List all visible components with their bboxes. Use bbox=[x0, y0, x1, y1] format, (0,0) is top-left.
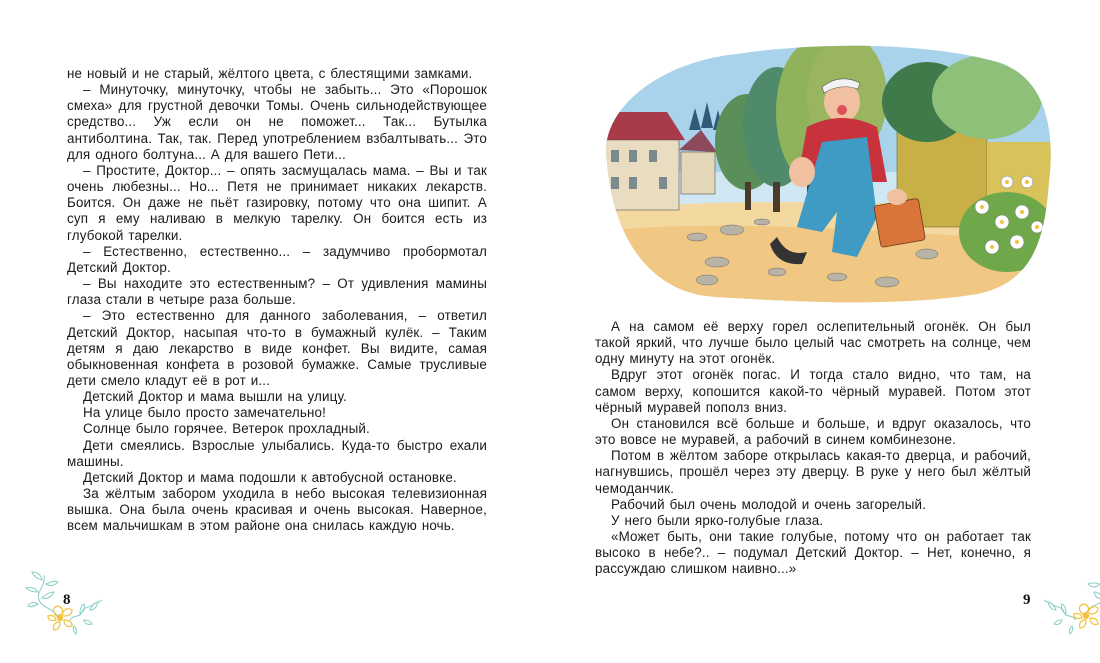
right-page bbox=[550, 0, 1100, 663]
paragraph: Дети смеялись. Взрослые улыбались. Куда-то быстро ехали машины. bbox=[67, 437, 487, 469]
paragraph: Детский Доктор и мама вышли на улицу. bbox=[83, 389, 347, 405]
paragraph: – Вы находите это естественным? – От удивления мамины глаза стали в четыре раза больше. bbox=[67, 276, 487, 308]
page-number: 9 bbox=[1023, 592, 1031, 608]
paragraph: Солнце было горячее. Ветерок прохладный. bbox=[83, 421, 370, 437]
paragraph: не новый и не старый, жёлтого цвета, с блестящими замками. bbox=[67, 66, 473, 81]
right-page-text bbox=[595, 319, 1031, 578]
paragraph: – Естественно, естественно... – задумчиво пробормотал Детский Доктор. bbox=[67, 243, 487, 275]
paragraph: За жёлтым забором уходила в небо высокая телевизионная вышка. Она была очень красивая и очень высокая. Наверное, всем мальчишкам в этом районе она снилась каждую ночь. bbox=[67, 486, 487, 534]
paragraph: «Может быть, они такие голубые, потому что он работает так высоко в небе?.. – подумал Детский Доктор. – Нет, конечно, я рассуждаю слишком наивно...» bbox=[595, 529, 1031, 577]
paragraph: У него были ярко-голубые глаза. bbox=[611, 512, 824, 528]
paragraph: Потом в жёлтом заборе открылась какая-то дверца, и рабочий, нагнувшись, прошёл через эту дверцу. В руке у него был жёлтый чемоданчик. bbox=[595, 448, 1031, 496]
paragraph: – Простите, Доктор... – опять засмущалась мама. – Вы и так очень любезны... Но... Петя не принимает никаких лекарств. Боится. Он даже не пьёт газировку, потому что она шипит. А суп я ему наливаю в мелкую тарелку. Он боится есть из глубокой тарелки. bbox=[67, 162, 487, 243]
floral-ornament-icon bbox=[1020, 570, 1100, 640]
paragraph: На улице было просто замечательно! bbox=[83, 405, 326, 421]
paragraph: Детский Доктор и мама подошли к автобусной остановке. bbox=[83, 469, 457, 485]
worker-illustration bbox=[597, 32, 1055, 307]
paragraph: Рабочий был очень молодой и очень загорелый. bbox=[611, 496, 927, 512]
paragraph: Вдруг этот огонёк погас. И тогда стало видно, что там, на самом верху, копошится какой-то чёрный муравей. Потом этот чёрный муравей пополз вниз. bbox=[595, 367, 1031, 415]
left-page-text bbox=[67, 66, 487, 535]
paragraph: Он становился всё больше и больше, и вдруг оказалось, что это вовсе не муравей, а рабочий в синем комбинезоне. bbox=[595, 415, 1031, 448]
paragraph: А на самом её верху горел ослепительный огонёк. Он был такой яркий, что лучше было целый час смотреть на солнце, чем одну минуту на этот огонёк. bbox=[595, 319, 1031, 367]
paragraph: – Минуточку, минуточку, чтобы не забыть... Это «Порошок смеха» для грустной девочки Томы. Очень сильнодействующее средство... Уж если он не поможет... Так... Бутылка антиболтина. Так, так. Перед употреблением взбалтывать... Это для одного болтуна... А для вашего Пети... bbox=[67, 82, 487, 162]
paragraph: – Это естественно для данного заболевания, – ответил Детский Доктор, насыпая что-то в бумажный кулёк. – Таким детям я даю лекарство в виде конфет. Вы видите, самая обыкновенная конфета в розовой бумажке. Самые трусливые дети смело кладут её в рот и... bbox=[67, 308, 487, 388]
page-number: 8 bbox=[63, 592, 71, 608]
